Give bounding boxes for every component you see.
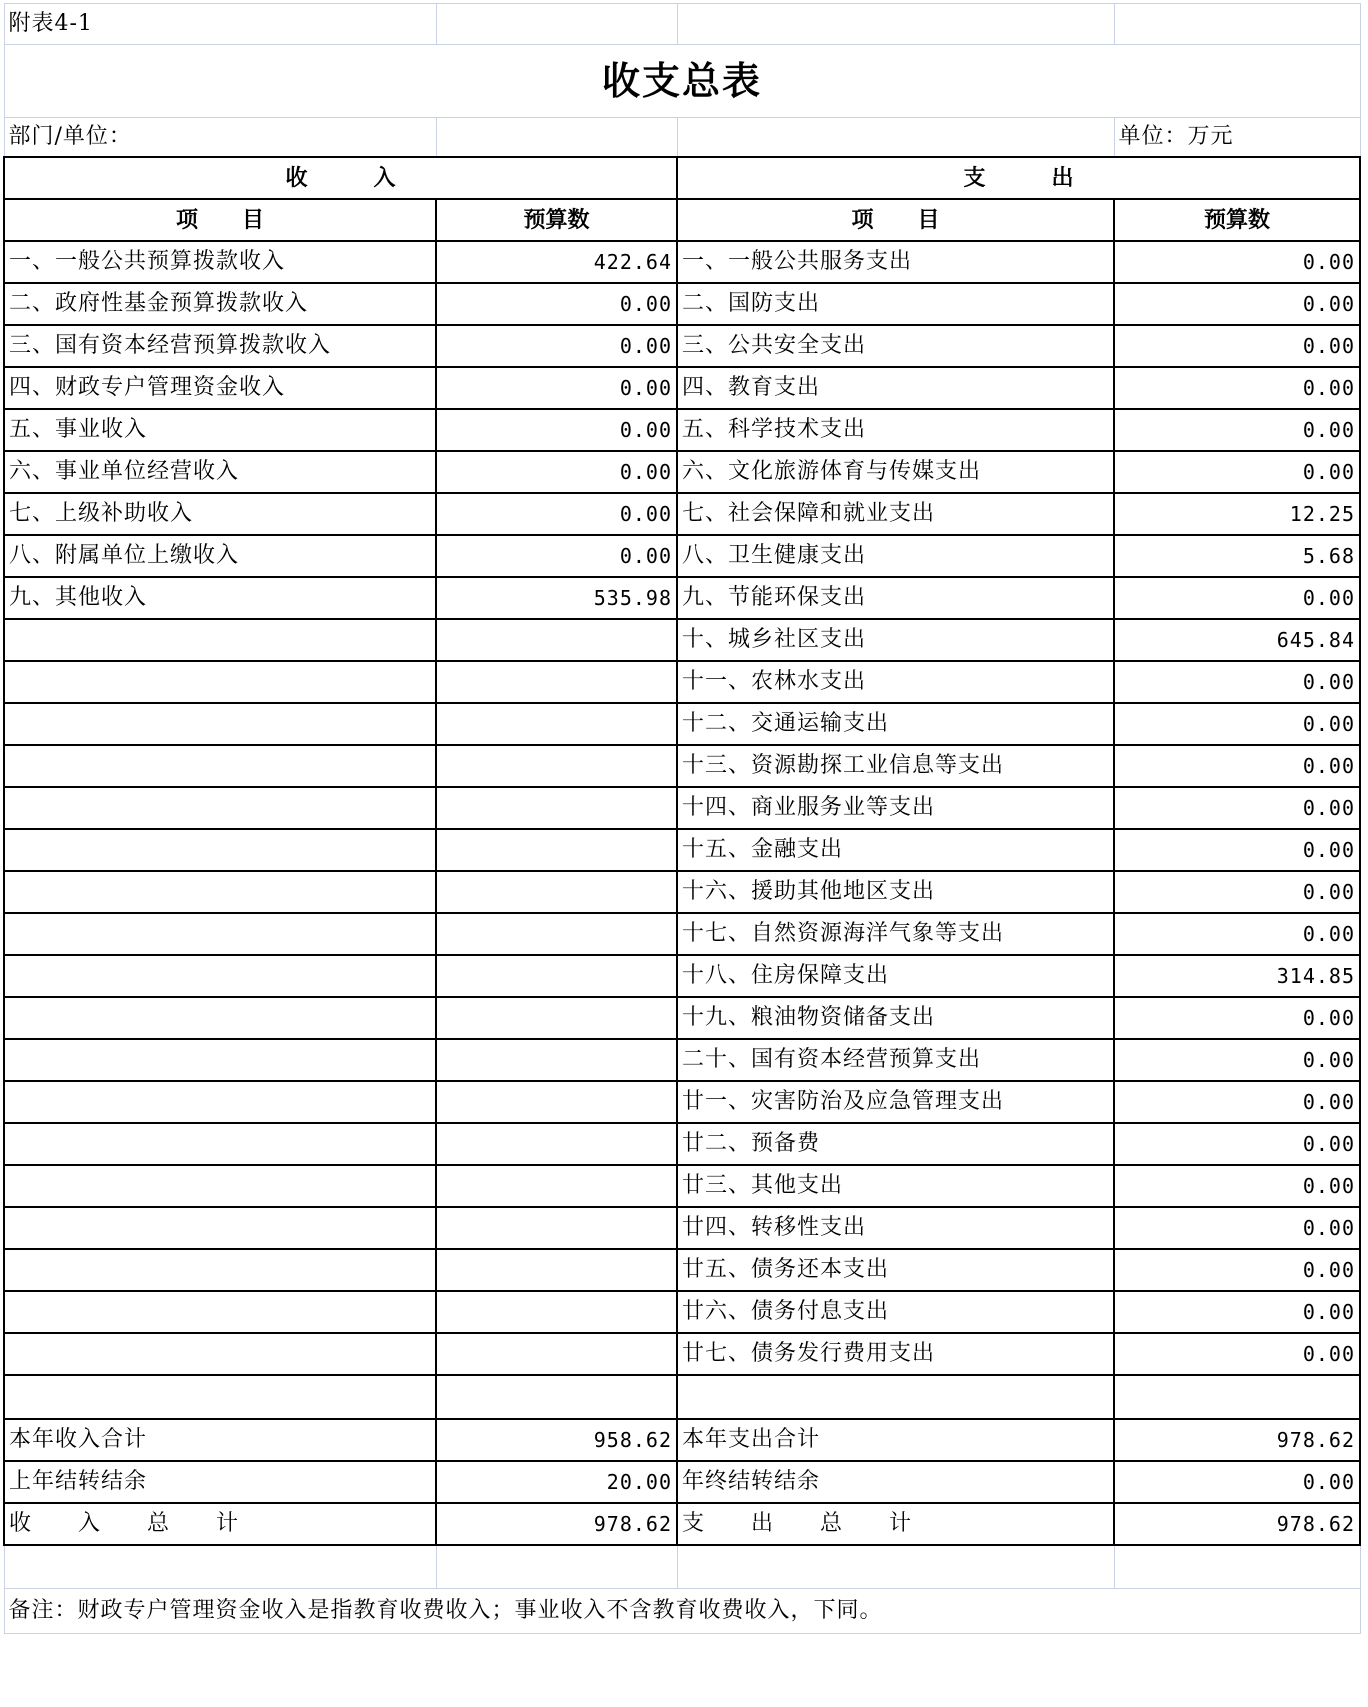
expense-value-cell: 0.00 (1114, 1165, 1360, 1207)
table-row (4, 1249, 1360, 1291)
income-value-cell (436, 1165, 677, 1207)
income-value-cell: 422.64 (436, 241, 677, 283)
income-budget-header: 预算数 (436, 199, 677, 241)
table-row (4, 1123, 1360, 1165)
income-value-cell (436, 829, 677, 871)
income-value-cell (436, 1081, 677, 1123)
income-item-cell (4, 1039, 436, 1081)
income-value-cell: 0.00 (436, 325, 677, 367)
income-value-cell: 978.62 (436, 1503, 677, 1545)
expense-item-cell: 廿七、债务发行费用支出 (677, 1333, 1114, 1375)
income-value-cell (436, 1291, 677, 1333)
income-value-cell: 0.00 (436, 493, 677, 535)
department-label: 部门/单位： (4, 118, 436, 158)
expense-value-cell: 0.00 (1114, 913, 1360, 955)
income-item-cell: 收 入 总 计 (4, 1503, 436, 1545)
expense-value-cell: 0.00 (1114, 1291, 1360, 1333)
expense-value-cell: 0.00 (1114, 451, 1360, 493)
table-row (4, 409, 1360, 451)
income-item-cell: 九、其他收入 (4, 577, 436, 619)
table-row (4, 1461, 1360, 1503)
table-row (4, 1165, 1360, 1207)
table-row (4, 1039, 1360, 1081)
table-row (4, 661, 1360, 703)
expense-item-cell: 十三、资源勘探工业信息等支出 (677, 745, 1114, 787)
income-item-header: 项 目 (4, 199, 436, 241)
table-row (4, 577, 1360, 619)
expense-item-cell: 支 出 总 计 (677, 1503, 1114, 1545)
expense-item-cell: 十九、粮油物资储备支出 (677, 997, 1114, 1039)
expense-item-cell: 廿三、其他支出 (677, 1165, 1114, 1207)
table-row (4, 493, 1360, 535)
expense-item-cell: 廿六、债务付息支出 (677, 1291, 1114, 1333)
expense-value-cell: 0.00 (1114, 703, 1360, 745)
table-number: 附表4-1 (4, 4, 436, 45)
income-value-cell: 20.00 (436, 1461, 677, 1503)
expense-item-cell: 一、一般公共服务支出 (677, 241, 1114, 283)
expense-item-cell: 廿四、转移性支出 (677, 1207, 1114, 1249)
expense-value-cell: 12.25 (1114, 493, 1360, 535)
income-value-cell (436, 871, 677, 913)
expense-value-cell (1114, 1375, 1360, 1419)
table-row (4, 619, 1360, 661)
expense-item-cell: 廿一、灾害防治及应急管理支出 (677, 1081, 1114, 1123)
income-item-cell (4, 871, 436, 913)
expense-item-cell: 十八、住房保障支出 (677, 955, 1114, 997)
table-row (4, 241, 1360, 283)
expense-item-cell: 五、科学技术支出 (677, 409, 1114, 451)
expense-item-cell: 三、公共安全支出 (677, 325, 1114, 367)
income-item-cell: 七、上级补助收入 (4, 493, 436, 535)
expense-item-cell: 廿二、预备费 (677, 1123, 1114, 1165)
expense-value-cell: 0.00 (1114, 1081, 1360, 1123)
income-item-cell (4, 1375, 436, 1419)
income-value-cell (436, 661, 677, 703)
income-item-cell (4, 955, 436, 997)
table-row (4, 1333, 1360, 1375)
expense-item-cell: 四、教育支出 (677, 367, 1114, 409)
expense-item-cell (677, 1375, 1114, 1419)
income-value-cell (436, 1207, 677, 1249)
expense-group-header: 支 出 (677, 157, 1360, 199)
expense-value-cell: 0.00 (1114, 325, 1360, 367)
income-value-cell (436, 955, 677, 997)
footnote: 备注：财政专户管理资金收入是指教育收费收入；事业收入不含教育收费收入，下同。 (4, 1589, 1360, 1634)
table-row (4, 283, 1360, 325)
income-item-cell (4, 1249, 436, 1291)
expense-value-cell: 0.00 (1114, 745, 1360, 787)
expense-item-cell: 七、社会保障和就业支出 (677, 493, 1114, 535)
income-item-cell (4, 1165, 436, 1207)
table-row (4, 535, 1360, 577)
table-row (4, 1081, 1360, 1123)
expense-value-cell: 0.00 (1114, 1039, 1360, 1081)
income-value-cell (436, 913, 677, 955)
expense-value-cell: 0.00 (1114, 577, 1360, 619)
income-value-cell (436, 745, 677, 787)
income-item-cell (4, 1123, 436, 1165)
expense-item-cell: 十六、援助其他地区支出 (677, 871, 1114, 913)
expense-item-cell: 二、国防支出 (677, 283, 1114, 325)
unit-label: 单位：万元 (1114, 118, 1360, 158)
income-value-cell (436, 1333, 677, 1375)
income-value-cell (436, 997, 677, 1039)
income-value-cell (436, 1249, 677, 1291)
expense-item-cell: 廿五、债务还本支出 (677, 1249, 1114, 1291)
income-item-cell (4, 703, 436, 745)
income-item-cell (4, 1081, 436, 1123)
expense-item-cell: 十四、商业服务业等支出 (677, 787, 1114, 829)
expense-item-cell: 本年支出合计 (677, 1419, 1114, 1461)
table-row (4, 955, 1360, 997)
income-item-cell: 六、事业单位经营收入 (4, 451, 436, 493)
income-item-cell (4, 1291, 436, 1333)
expense-value-cell: 0.00 (1114, 1333, 1360, 1375)
expense-item-cell: 十七、自然资源海洋气象等支出 (677, 913, 1114, 955)
income-item-cell (4, 619, 436, 661)
income-value-cell (436, 1039, 677, 1081)
expense-budget-header: 预算数 (1114, 199, 1360, 241)
income-value-cell: 0.00 (436, 283, 677, 325)
table-row (4, 451, 1360, 493)
income-value-cell: 0.00 (436, 535, 677, 577)
expense-value-cell: 0.00 (1114, 997, 1360, 1039)
table-row (4, 1291, 1360, 1333)
income-value-cell: 0.00 (436, 451, 677, 493)
expense-item-cell: 十、城乡社区支出 (677, 619, 1114, 661)
expense-value-cell: 0.00 (1114, 409, 1360, 451)
table-row (4, 325, 1360, 367)
income-item-cell: 二、政府性基金预算拨款收入 (4, 283, 436, 325)
expense-value-cell: 0.00 (1114, 829, 1360, 871)
expense-value-cell: 0.00 (1114, 871, 1360, 913)
expense-item-cell: 十一、农林水支出 (677, 661, 1114, 703)
expense-value-cell: 5.68 (1114, 535, 1360, 577)
income-value-cell (436, 787, 677, 829)
income-value-cell (436, 1123, 677, 1165)
table-row (4, 1375, 1360, 1419)
table-row (4, 829, 1360, 871)
expense-value-cell: 0.00 (1114, 241, 1360, 283)
expense-item-cell: 十二、交通运输支出 (677, 703, 1114, 745)
table-row (4, 913, 1360, 955)
expense-item-cell: 九、节能环保支出 (677, 577, 1114, 619)
income-value-cell: 0.00 (436, 409, 677, 451)
expense-value-cell: 314.85 (1114, 955, 1360, 997)
income-value-cell (436, 619, 677, 661)
expense-item-cell: 八、卫生健康支出 (677, 535, 1114, 577)
table-row (4, 1207, 1360, 1249)
income-item-cell: 八、附属单位上缴收入 (4, 535, 436, 577)
table-row (4, 1419, 1360, 1461)
expense-value-cell: 0.00 (1114, 1249, 1360, 1291)
income-item-cell: 一、一般公共预算拨款收入 (4, 241, 436, 283)
income-value-cell: 0.00 (436, 367, 677, 409)
income-item-cell: 三、国有资本经营预算拨款收入 (4, 325, 436, 367)
expense-value-cell: 0.00 (1114, 283, 1360, 325)
income-item-cell: 本年收入合计 (4, 1419, 436, 1461)
table-row (4, 367, 1360, 409)
table-row (4, 703, 1360, 745)
income-expense-table (3, 3, 1361, 1634)
expense-value-cell: 978.62 (1114, 1419, 1360, 1461)
expense-value-cell: 978.62 (1114, 1503, 1360, 1545)
income-value-cell: 958.62 (436, 1419, 677, 1461)
income-value-cell: 535.98 (436, 577, 677, 619)
income-item-cell: 五、事业收入 (4, 409, 436, 451)
expense-value-cell: 645.84 (1114, 619, 1360, 661)
income-item-cell: 上年结转结余 (4, 1461, 436, 1503)
expense-value-cell: 0.00 (1114, 1461, 1360, 1503)
expense-value-cell: 0.00 (1114, 367, 1360, 409)
income-item-cell: 四、财政专户管理资金收入 (4, 367, 436, 409)
expense-item-cell: 年终结转结余 (677, 1461, 1114, 1503)
income-value-cell (436, 1375, 677, 1419)
income-item-cell (4, 913, 436, 955)
expense-item-header: 项 目 (677, 199, 1114, 241)
table-row (4, 1503, 1360, 1545)
page-title: 收支总表 (4, 45, 1360, 118)
income-value-cell (436, 703, 677, 745)
income-item-cell (4, 997, 436, 1039)
income-item-cell (4, 787, 436, 829)
table-row (4, 745, 1360, 787)
income-group-header: 收 入 (4, 157, 677, 199)
income-item-cell (4, 745, 436, 787)
income-item-cell (4, 1207, 436, 1249)
expense-item-cell: 二十、国有资本经营预算支出 (677, 1039, 1114, 1081)
income-item-cell (4, 661, 436, 703)
expense-value-cell: 0.00 (1114, 661, 1360, 703)
table-row (4, 871, 1360, 913)
expense-value-cell: 0.00 (1114, 787, 1360, 829)
expense-item-cell: 六、文化旅游体育与传媒支出 (677, 451, 1114, 493)
income-item-cell (4, 1333, 436, 1375)
expense-value-cell: 0.00 (1114, 1123, 1360, 1165)
table-row (4, 787, 1360, 829)
table-row (4, 997, 1360, 1039)
income-item-cell (4, 829, 436, 871)
expense-value-cell: 0.00 (1114, 1207, 1360, 1249)
expense-item-cell: 十五、金融支出 (677, 829, 1114, 871)
